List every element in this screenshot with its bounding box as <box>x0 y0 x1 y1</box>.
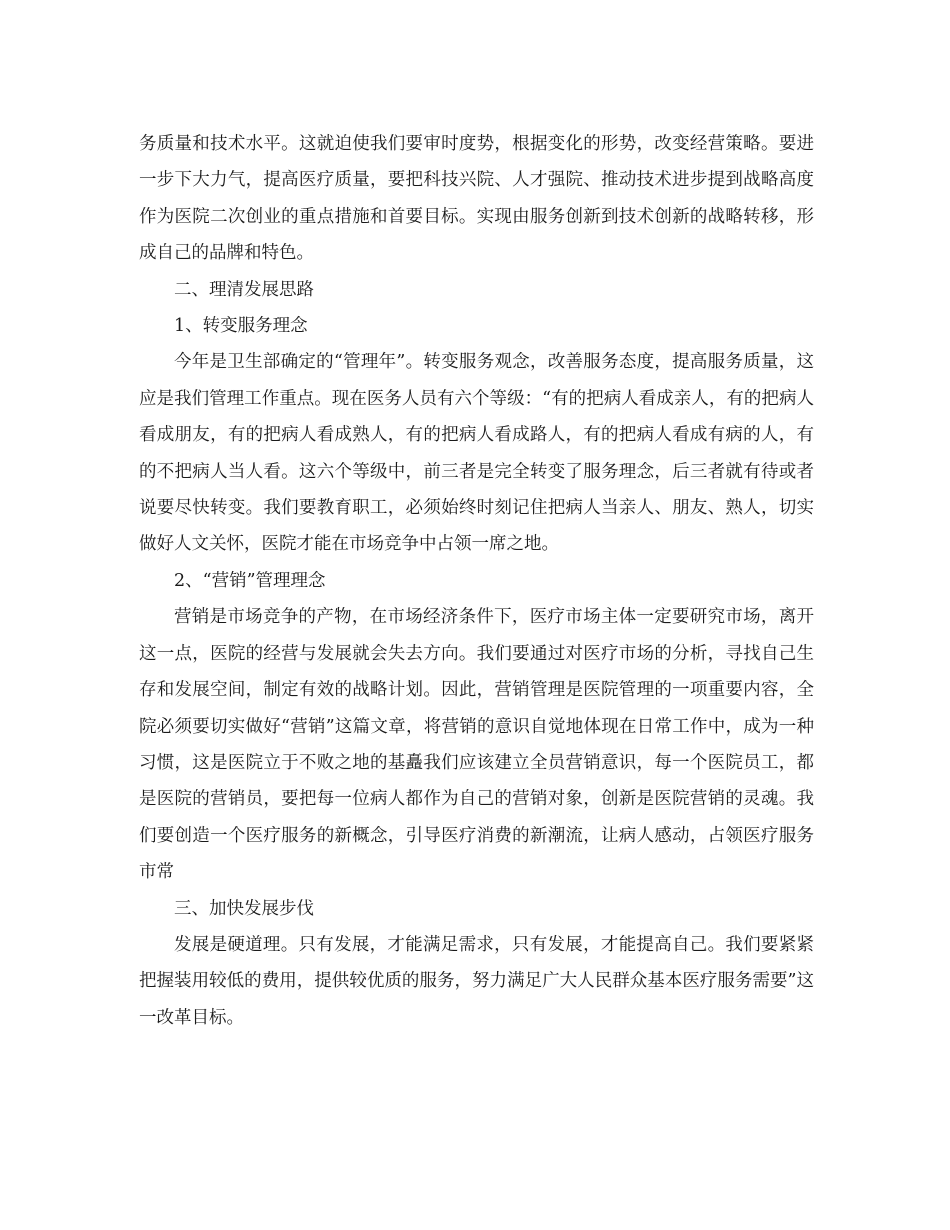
section-heading-3: 三、加快发展步伐 <box>174 898 314 919</box>
paragraph-service-concept: 今年是卫生部确定的“管理年”。转变服务观念，改善服务态度，提高服务质量，这应是我们管理工作重点。现在医务人员有六个等级：“有的把病人看成亲人，有的把病人看成朋友，有的把病人看成熟人，有的把病人看成路人，有的把病人看成有病的人，有的不把病人当人看。这六个等级中，前三者是完全转变了服务理念，后三者就有待或者说要尽快转变。我们要教育职工，必须始终时刻记住把病人当亲人、朋友、熟人，切实做好人文关怀，医院才能在市场竞争中占领一席之地。 <box>139 352 814 555</box>
subsection-heading-2-1: 1、转变服务理念 <box>174 316 308 337</box>
section-heading-2: 二、理清发展思路 <box>174 279 314 300</box>
document-body <box>139 126 814 1036</box>
paragraph-development: 发展是硬道理。只有发展，才能满足需求，只有发展，才能提高自己。我们要紧紧把握装用较低的费用，提供较优质的服务，努力满足广大人民群众基本医疗服务需要”这一改革目标。 <box>139 934 814 1028</box>
paragraph-marketing: 营销是市场竞争的产物，在市场经济条件下，医疗市场主体一定要研究市场，离开这一点，医院的经营与发展就会失去方向。我们要通过对医疗市场的分析，寻找自己生存和发展空间，制定有效的战略计划。因此，营销管理是医院管理的一项重要内容，全院必须要切实做好“营销”这篇文章，将营销的意识自觉地体现在日常工作中，成为一种习惯，这是医院立于不败之地的基矗我们应该建立全员营销意识，每一个医院员工，都是医院的营销员，要把每一位病人都作为自己的营销对象，创新是医院营销的灵魂。我们要创造一个医疗服务的新概念，引导医疗消费的新潮流，让病人感动，占领医疗服务市常 <box>139 607 814 883</box>
paragraph-intro: 务质量和技术水平。这就迫使我们要审时度势，根据变化的形势，改变经营策略。要进一步下大力气，提高医疗质量，要把科技兴院、人才强院、推动技术进步提到战略高度作为医院二次创业的重点措施和首要目标。实现由服务创新到技术创新的战略转移，形成自己的品牌和特色。 <box>139 134 814 264</box>
subsection-heading-2-2: 2、“营销”管理理念 <box>174 570 326 591</box>
